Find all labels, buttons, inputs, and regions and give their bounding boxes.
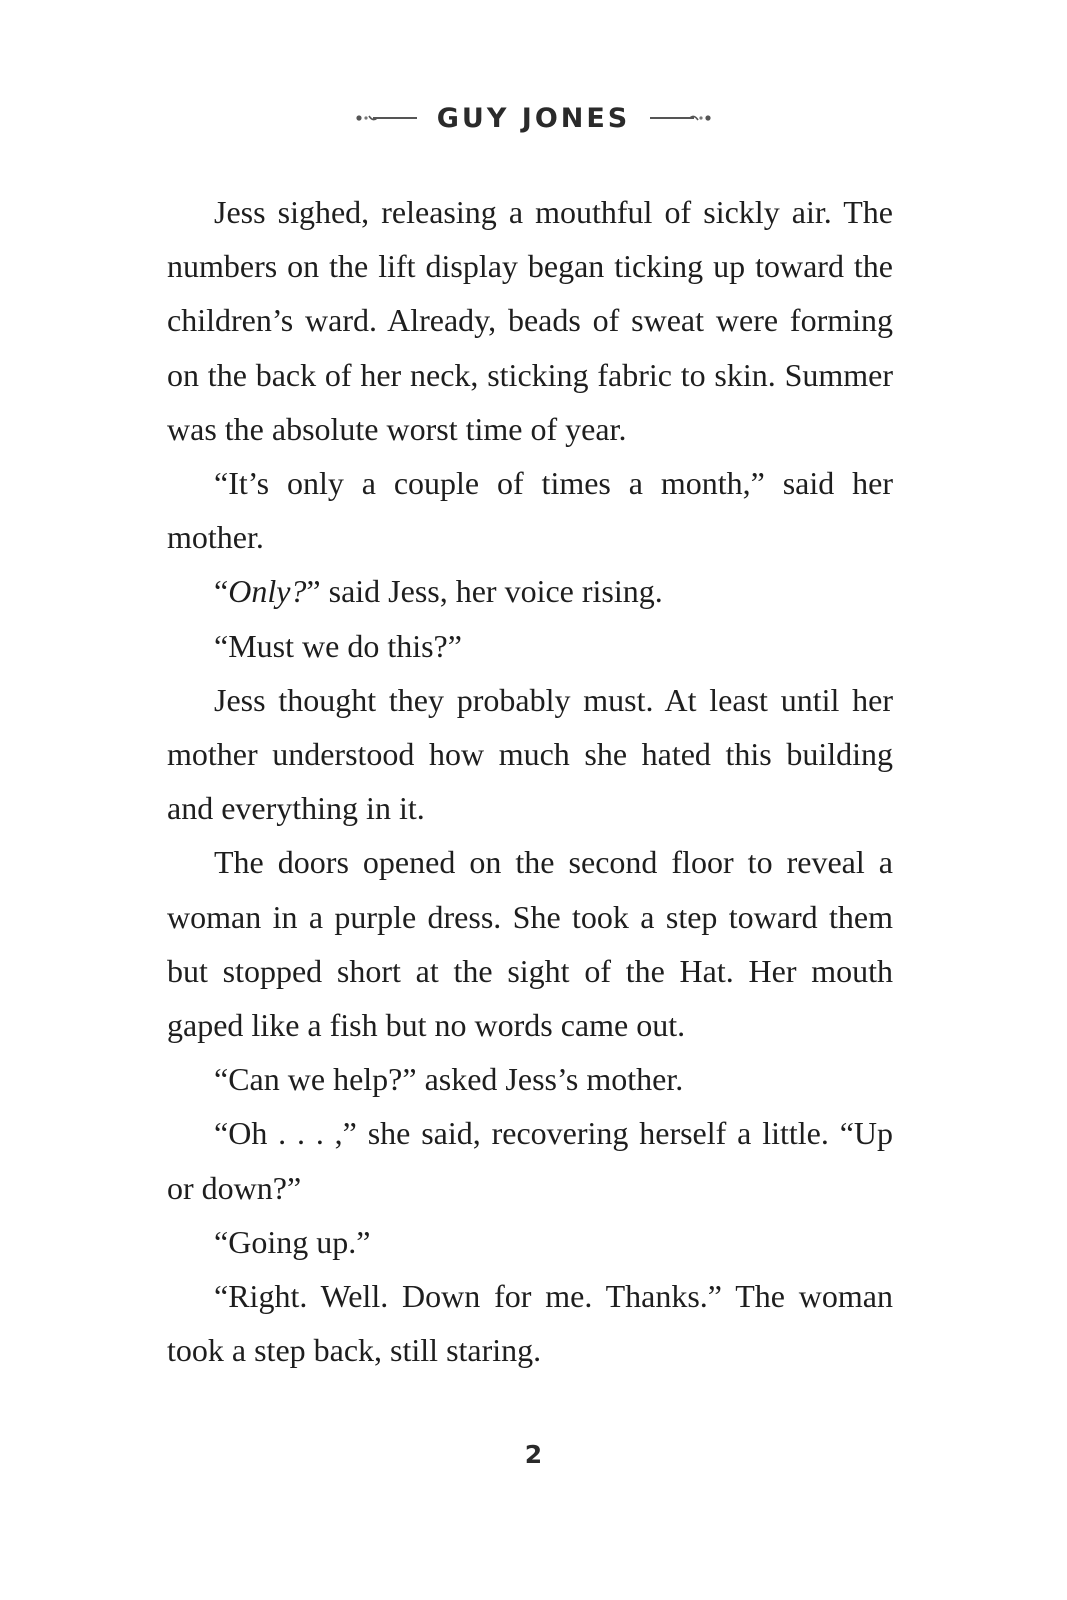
running-head xyxy=(0,96,1067,140)
paragraph xyxy=(167,564,893,618)
paragraph: “Can we help?” asked Jess’s mother. xyxy=(214,1061,684,1098)
running-head-title: GUY JONES xyxy=(436,102,631,134)
paragraph-rest: ” said Jess, her voice rising. xyxy=(306,573,663,610)
paragraph: Jess thought they probably must. At least until her mother understood how much she hated this building and everything in it. xyxy=(167,681,893,827)
italic-word: Only? xyxy=(228,573,307,610)
body-text xyxy=(167,185,893,1377)
paragraph: “Oh . . . ,” she said, recovering herself a little. “Up or down?” xyxy=(167,1115,893,1206)
flourish-right-icon xyxy=(648,111,712,125)
paragraph: The doors opened on the second floor to reveal a woman in a purple dress. She took a step toward them but stopped short at the sight of the Hat. Her mouth gaped like a fish but no words came out. xyxy=(167,844,893,1044)
quote-open: “ xyxy=(214,573,229,610)
paragraph: Jess sighed, releasing a mouthful of sickly air. The numbers on the lift display began ticking up toward the children’s ward. Already, beads of sweat were forming on the back of her neck, sticking fabric to skin. Summer was the absolute worst time of year. xyxy=(167,194,893,447)
paragraph: “Going up.” xyxy=(214,1223,371,1260)
flourish-left-icon xyxy=(355,111,419,125)
page-number: 2 xyxy=(524,1440,543,1469)
paragraph: “Must we do this?” xyxy=(214,627,462,664)
paragraph: “Right. Well. Down for me. Thanks.” The woman took a step back, still staring. xyxy=(167,1278,893,1369)
paragraph: “It’s only a couple of times a month,” said her mother. xyxy=(167,465,893,556)
